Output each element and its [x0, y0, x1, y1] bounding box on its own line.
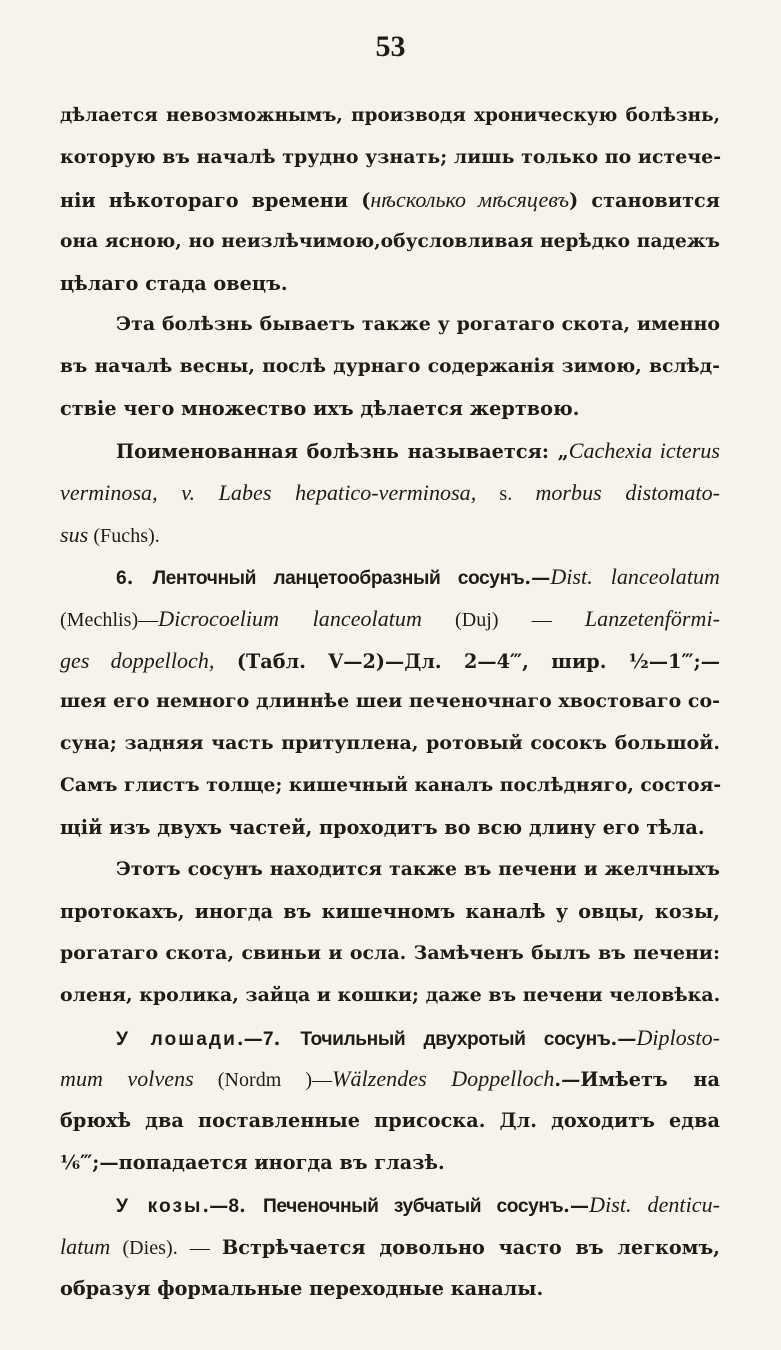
text-line	[60, 975, 720, 1017]
text-run: дѣлается невозможнымъ, производя хроническую болѣзнь,	[60, 105, 720, 126]
text-run: суна; задняя часть притуплена, ротовый сосокъ большой.	[60, 732, 720, 755]
text-run: она ясною, но неизлѣчимою,обусловливая нерѣдко падежъ	[60, 230, 720, 252]
text-line	[60, 221, 720, 263]
italic-run: mum volvens	[60, 1066, 194, 1092]
text-line	[60, 514, 720, 556]
text-line	[60, 137, 720, 179]
text-run: .	[273, 1026, 301, 1050]
text-line	[60, 807, 720, 849]
heading-run: Печеночный зубчатый сосунъ	[263, 1196, 564, 1218]
latin-run: (Fuchs).	[88, 524, 160, 547]
text-run: .—Имѣетъ на	[554, 1068, 721, 1092]
text-run: щій изъ двухъ частей, проходитъ во всю длину его тѣла.	[60, 816, 705, 840]
text-line	[60, 1100, 720, 1142]
text-line	[60, 388, 720, 430]
latin-run: (Mechlis)—	[60, 608, 159, 631]
italic-run: Diplosto-	[636, 1024, 720, 1050]
text-run: рогатаго скота, свиньи и осла. Замѣченъ былъ въ печени:	[60, 941, 720, 964]
italic-run: Lanzetenförmi-	[584, 605, 720, 631]
text-line	[60, 1058, 720, 1100]
text-run: которую въ началѣ трудно узнать; лишь только по истече-	[60, 145, 722, 168]
text-line	[60, 1017, 720, 1059]
italic-run: verminosa, v. Labes hepatico-verminosa,	[60, 480, 477, 506]
italic-run: Cachexia icterus	[568, 438, 720, 464]
italic-run: нѣсколько мѣсяцевъ	[370, 186, 570, 212]
text-run: .—	[524, 565, 551, 589]
text-line	[60, 430, 720, 472]
number-run: 6	[116, 567, 127, 589]
text-run: ствіе чего множество ихъ дѣлается жертвою.	[60, 397, 580, 421]
text-run: .	[239, 1194, 263, 1218]
page-number: 53	[375, 30, 406, 63]
text-run: .—	[610, 1026, 637, 1050]
text-run: шея его немного длиннѣе шеи печеночнаго хвостоваго со-	[60, 690, 720, 713]
italic-run: latum	[60, 1234, 111, 1260]
italic-run: Dist. denticu-	[589, 1192, 720, 1218]
text-run: ¹⁄₆‴;—попадается иногда въ глазѣ.	[60, 1151, 445, 1175]
text-line	[60, 304, 720, 346]
latin-run: (Nordm )—	[193, 1069, 333, 1092]
text-run: Самъ глистъ толще; кишечный каналъ послѣдняго, состоя-	[60, 775, 722, 797]
heading-run-spaced: У лошади	[116, 1028, 237, 1050]
text-line	[60, 933, 720, 975]
text-line	[60, 472, 720, 514]
latin-run: s.	[476, 483, 536, 506]
text-line	[60, 1268, 720, 1310]
heading-run: Ленточный ланцетообразный сосунъ	[152, 567, 525, 589]
text-run: брюхѣ два поставленные присоска. Дл. доходитъ едва	[60, 1109, 720, 1133]
heading-run: Точильный двухротый сосунъ	[300, 1028, 611, 1050]
body-text	[60, 95, 720, 1310]
text-line	[60, 1142, 720, 1184]
italic-run: ges doppelloch,	[60, 647, 215, 673]
italic-run: morbus distomato-	[535, 480, 720, 506]
text-run: цѣлаго стада овецъ.	[60, 271, 288, 295]
text-run: .—	[202, 1194, 229, 1218]
text-line	[60, 179, 720, 221]
italic-run: Dicrocoelium lanceolatum	[158, 605, 422, 631]
italic-run: sus	[60, 521, 89, 547]
number-run: 8	[228, 1196, 240, 1218]
text-line	[60, 95, 720, 137]
latin-run: (Dies). —	[110, 1237, 222, 1260]
latin-run: (Duj) —	[421, 608, 585, 631]
text-run: въ началѣ весны, послѣ дурнаго содержанія зимою, вслѣд-	[60, 356, 720, 378]
italic-run: Dist. lanceolatum	[550, 563, 720, 589]
text-line	[60, 640, 720, 682]
text-run: .—	[563, 1194, 590, 1218]
text-line	[60, 891, 720, 933]
text-line	[60, 849, 720, 891]
text-run: Встрѣчается довольно часто въ легкомъ,	[221, 1236, 720, 1260]
text-run: .—	[236, 1026, 263, 1050]
text-run: Эта болѣзнь бываетъ также у рогатаго скота, именно	[116, 313, 720, 336]
text-run: оленя, кролика, зайца и кошки; даже въ печени человѣка.	[60, 983, 721, 1006]
text-line	[60, 263, 720, 305]
number-run: 7	[262, 1028, 274, 1050]
text-line	[60, 1184, 720, 1226]
text-run: протокахъ, иногда въ кишечномъ каналѣ у овцы, козы,	[60, 899, 720, 923]
text-line	[60, 681, 720, 723]
text-line	[60, 765, 720, 807]
text-run: ніи нѣкотораго времени (	[60, 188, 371, 212]
text-run: образуя формальные переходные каналы.	[60, 1276, 544, 1300]
text-run: .	[126, 565, 153, 589]
text-run: (Табл. V—2)—Дл. 2—4‴, шир. ½—1‴;—	[214, 649, 720, 673]
text-run: Этотъ сосунъ находится также въ печени и желчныхъ	[116, 859, 720, 881]
text-line	[60, 723, 720, 765]
text-run: Поименованная болѣзнь называется: „	[116, 440, 569, 464]
heading-run-spaced: У козы	[116, 1196, 203, 1218]
text-line	[60, 598, 720, 640]
text-run: ) становится	[569, 188, 720, 212]
text-line	[60, 556, 720, 598]
text-line	[60, 1226, 720, 1268]
text-line	[60, 346, 720, 388]
italic-run: Wälzendes Doppelloch	[332, 1066, 555, 1092]
